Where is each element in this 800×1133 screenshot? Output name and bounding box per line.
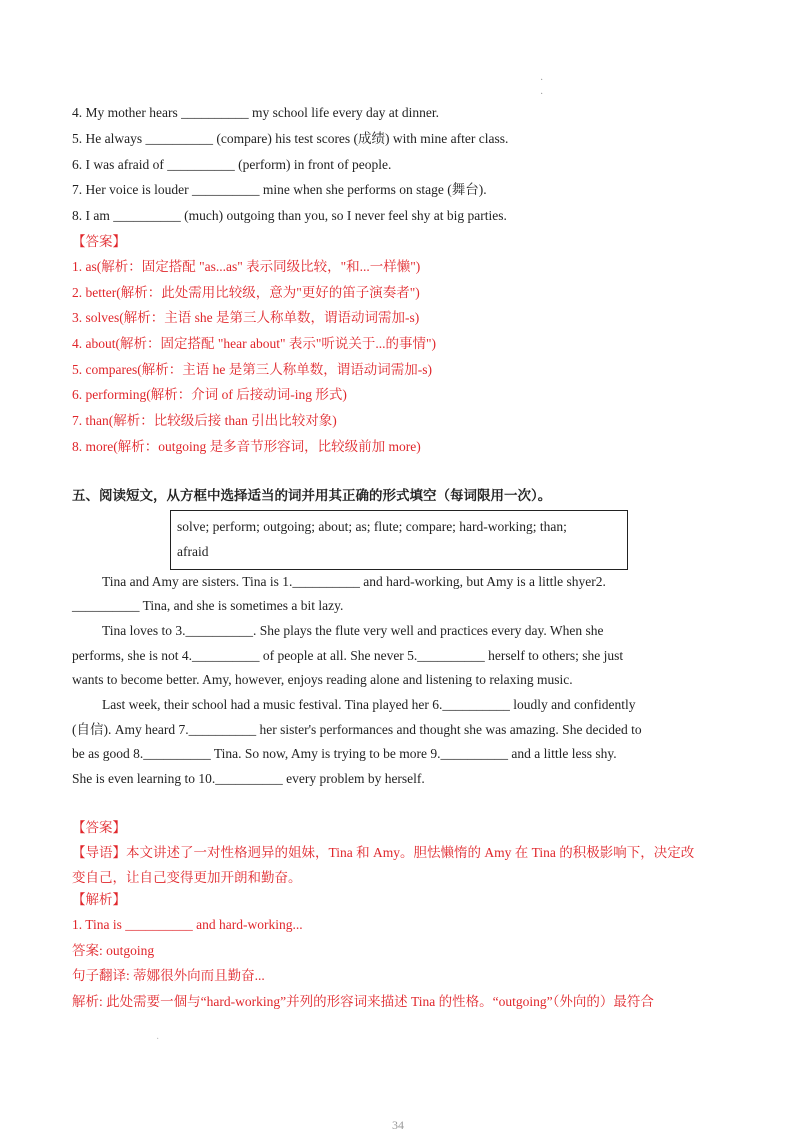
passage-line: __________ Tina, and she is sometimes a bit lazy. [72,598,344,613]
passage-line: Tina and Amy are sisters. Tina is 1.__________ and hard-working, but Amy is a little shyer2. [102,574,606,589]
answer-line: 2. better(解析：此处需用比较级，意为"更好的笛子演奏者") [72,285,420,300]
analysis-translation: 句子翻译: 蒂娜很外向而且勤奋... [72,968,265,983]
passage-line: Tina loves to 3.__________. She plays the flute very well and practices every day. When she [102,623,604,638]
question-8: 8. I am __________ (much) outgoing than you, so I never feel shy at big parties. [72,208,507,223]
decorative-dots: · · [540,75,544,100]
passage-line: She is even learning to 10.__________ every problem by herself. [72,771,425,786]
answer-line: 1. as(解析：固定搭配 "as...as" 表示同级比较，"和...一样懒") [72,259,421,274]
word-box-line: solve; perform; outgoing; about; as; flute; compare; hard-working; than; [177,519,567,534]
guide-text: 变自己，让自己变得更加开朗和勤奋。 [72,870,302,885]
page-number: 34 [392,1118,404,1132]
answer-header: 【答案】 [72,820,126,835]
question-4: 4. My mother hears __________ my school life every day at dinner. [72,105,440,120]
passage-line: Last week, their school had a music festival. Tina played her 6.__________ loudly and confidently [102,697,636,712]
analysis-header: 【解析】 [72,892,126,907]
analysis-answer: 答案: outgoing [72,943,155,958]
analysis-sentence: 1. Tina is __________ and hard-working... [72,917,303,932]
guide-text: 【导语】本文讲述了一对性格迥异的姐妹，Tina 和 Amy。胆怯懒惰的 Amy 在 Tina 的积极影响下，决定改 [72,845,695,860]
analysis-text: 解析: 此处需要一個与“hard-working”并列的形容词来描述 Tina 的性格。“outgoing”（外向的）最符合 [72,994,654,1009]
passage-line: wants to become better. Amy, however, enjoys reading alone and listening to relaxing music. [72,672,573,687]
passage-line: be as good 8.__________ Tina. So now, Amy is trying to be more 9.__________ and a little less shy. [72,746,617,761]
answer-line: 7. than(解析：比较级后接 than 引出比较对象) [72,413,337,428]
word-box [170,510,628,570]
question-5: 5. He always __________ (compare) his test scores (成绩) with mine after class. [72,131,509,146]
margin-mark: · [156,1034,160,1045]
answer-line: 8. more(解析：outgoing 是多音节形容词，比较级前加 more) [72,439,421,454]
answer-line: 3. solves(解析：主语 she 是第三人称单数，谓语动词需加-s) [72,310,420,325]
word-box-line: afraid [177,544,209,559]
section-title: 五、阅读短文，从方框中选择适当的词并用其正确的形式填空（每词限用一次）。 [72,488,552,503]
answer-line: 5. compares(解析：主语 he 是第三人称单数，谓语动词需加-s) [72,362,432,377]
question-6: 6. I was afraid of __________ (perform) in front of people. [72,157,392,172]
question-7: 7. Her voice is louder __________ mine when she performs on stage (舞台). [72,182,487,197]
passage-line: (自信). Amy heard 7.__________ her sister's performances and thought she was amazing. She decided to [72,722,642,737]
answer-header: 【答案】 [72,234,126,249]
answer-line: 6. performing(解析：介词 of 后接动词-ing 形式) [72,387,347,402]
answer-line: 4. about(解析：固定搭配 "hear about" 表示"听说关于...的事情") [72,336,436,351]
passage-line: performs, she is not 4.__________ of people at all. She never 5.__________ herself to others; she just [72,648,624,663]
